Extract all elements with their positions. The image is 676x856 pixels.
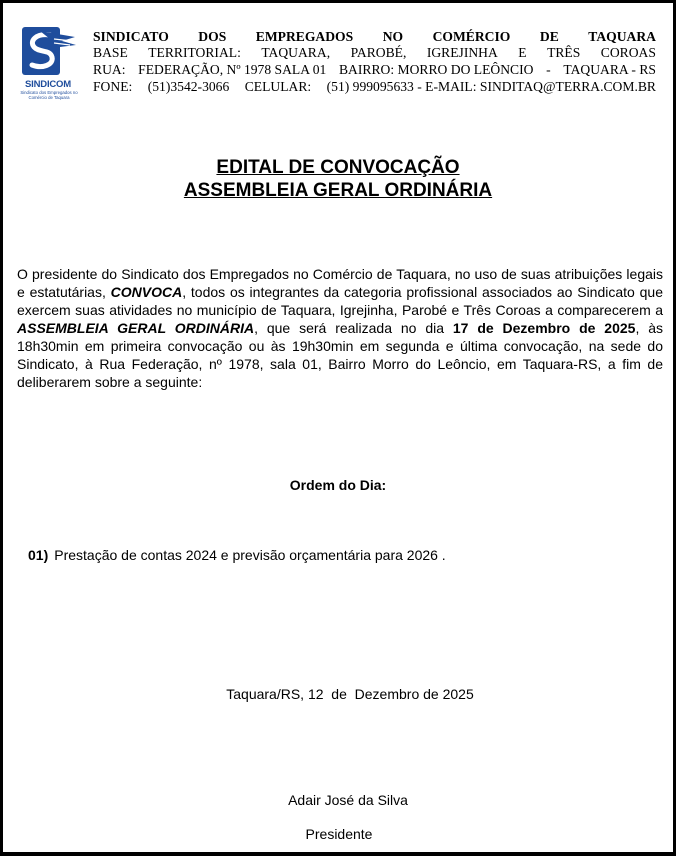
agenda-item-text: Prestação de contas 2024 e previsão orçamentária para 2026 . <box>54 547 446 563</box>
agenda-item-number: 01) <box>28 547 49 563</box>
header-word: TERRITORIAL: <box>148 45 241 60</box>
header-word: BASE <box>93 45 128 60</box>
meeting-date: 17 de Dezembro de 2025 <box>452 320 636 336</box>
header-word: (51) 999095633 - E-MAIL: SINDITAQ@TERRA.COM.BR <box>326 79 656 94</box>
union-logo-icon <box>20 25 78 79</box>
header-word: NO <box>382 29 404 44</box>
convocation-paragraph <box>17 265 663 391</box>
header-word: FONE: <box>93 79 133 94</box>
header-word: IGREJINHA <box>426 45 498 60</box>
paragraph-text: , às 18h30min em primeira convocação ou às 19h30min em segunda e última convocação, na sede do Sindicato, à Rua Federação, nº 1978, sala 01, Bairro Morro do Leôncio, em Taquara-RS, a fim de deliberarem sobre a seguinte: <box>17 320 663 390</box>
paragraph-text: , que será realizada no dia <box>254 320 453 336</box>
header-union-name <box>93 29 656 45</box>
header-word: TAQUARA, <box>261 45 331 60</box>
paragraph-text: O presidente do Sindicato dos Empregados no Comércio de Taquara, no uso de suas atribuições legais e estatutárias, <box>17 266 663 300</box>
document-subtitle: ASSEMBLEIA GERAL ORDINÁRIA <box>183 180 493 201</box>
convoca-emphasis: CONVOCA <box>110 284 183 300</box>
header-address <box>93 62 656 78</box>
header-territory <box>93 45 656 61</box>
paragraph-text: , todos os integrantes da categoria profissional associados ao Sindicato que exercem suas atividades no município de Taquara, Igrejinha, Parobé e Três Coroas a comparecerem a <box>17 284 663 318</box>
header-word: PAROBÉ, <box>350 45 407 60</box>
header-word: DOS <box>198 29 227 44</box>
header-word: (51)3542-3066 <box>147 79 230 94</box>
header-word: SINDICATO <box>93 29 169 44</box>
header-contact <box>93 79 656 95</box>
union-logo <box>15 25 81 101</box>
header-word: DE <box>539 29 559 44</box>
header-word: TAQUARA <box>588 29 656 44</box>
header-word: TRÊS <box>547 45 581 60</box>
header-word: COROAS <box>600 45 656 60</box>
agenda-heading: Ordem do Dia: <box>289 477 387 493</box>
logo-name: SINDICOM <box>25 79 71 90</box>
header-word: BAIRRO: MORRO DO LEÔNCIO <box>338 62 534 77</box>
header-word: RUA: <box>93 62 126 77</box>
header-word: FEDERAÇÃO, Nº 1978 SALA 01 <box>138 62 327 77</box>
header-word: E <box>518 45 527 60</box>
header-word: CELULAR: <box>244 79 312 94</box>
signer-name: Adair José da Silva <box>288 792 408 808</box>
header-word: - <box>546 62 551 77</box>
assembly-emphasis: ASSEMBLEIA GERAL ORDINÁRIA <box>17 320 255 336</box>
header-word: TAQUARA - RS <box>563 62 656 77</box>
signer-role: Presidente <box>305 826 373 842</box>
document-title: EDITAL DE CONVOCAÇÃO <box>216 157 460 178</box>
place-date: Taquara/RS, 12 de Dezembro de 2025 <box>226 686 474 702</box>
agenda-item <box>28 547 446 563</box>
header-word: EMPREGADOS <box>255 29 354 44</box>
logo-subtitle: Sindicato dos Empregados no Comércio de Taquara <box>20 90 78 100</box>
header-word: COMÉRCIO <box>432 29 511 44</box>
